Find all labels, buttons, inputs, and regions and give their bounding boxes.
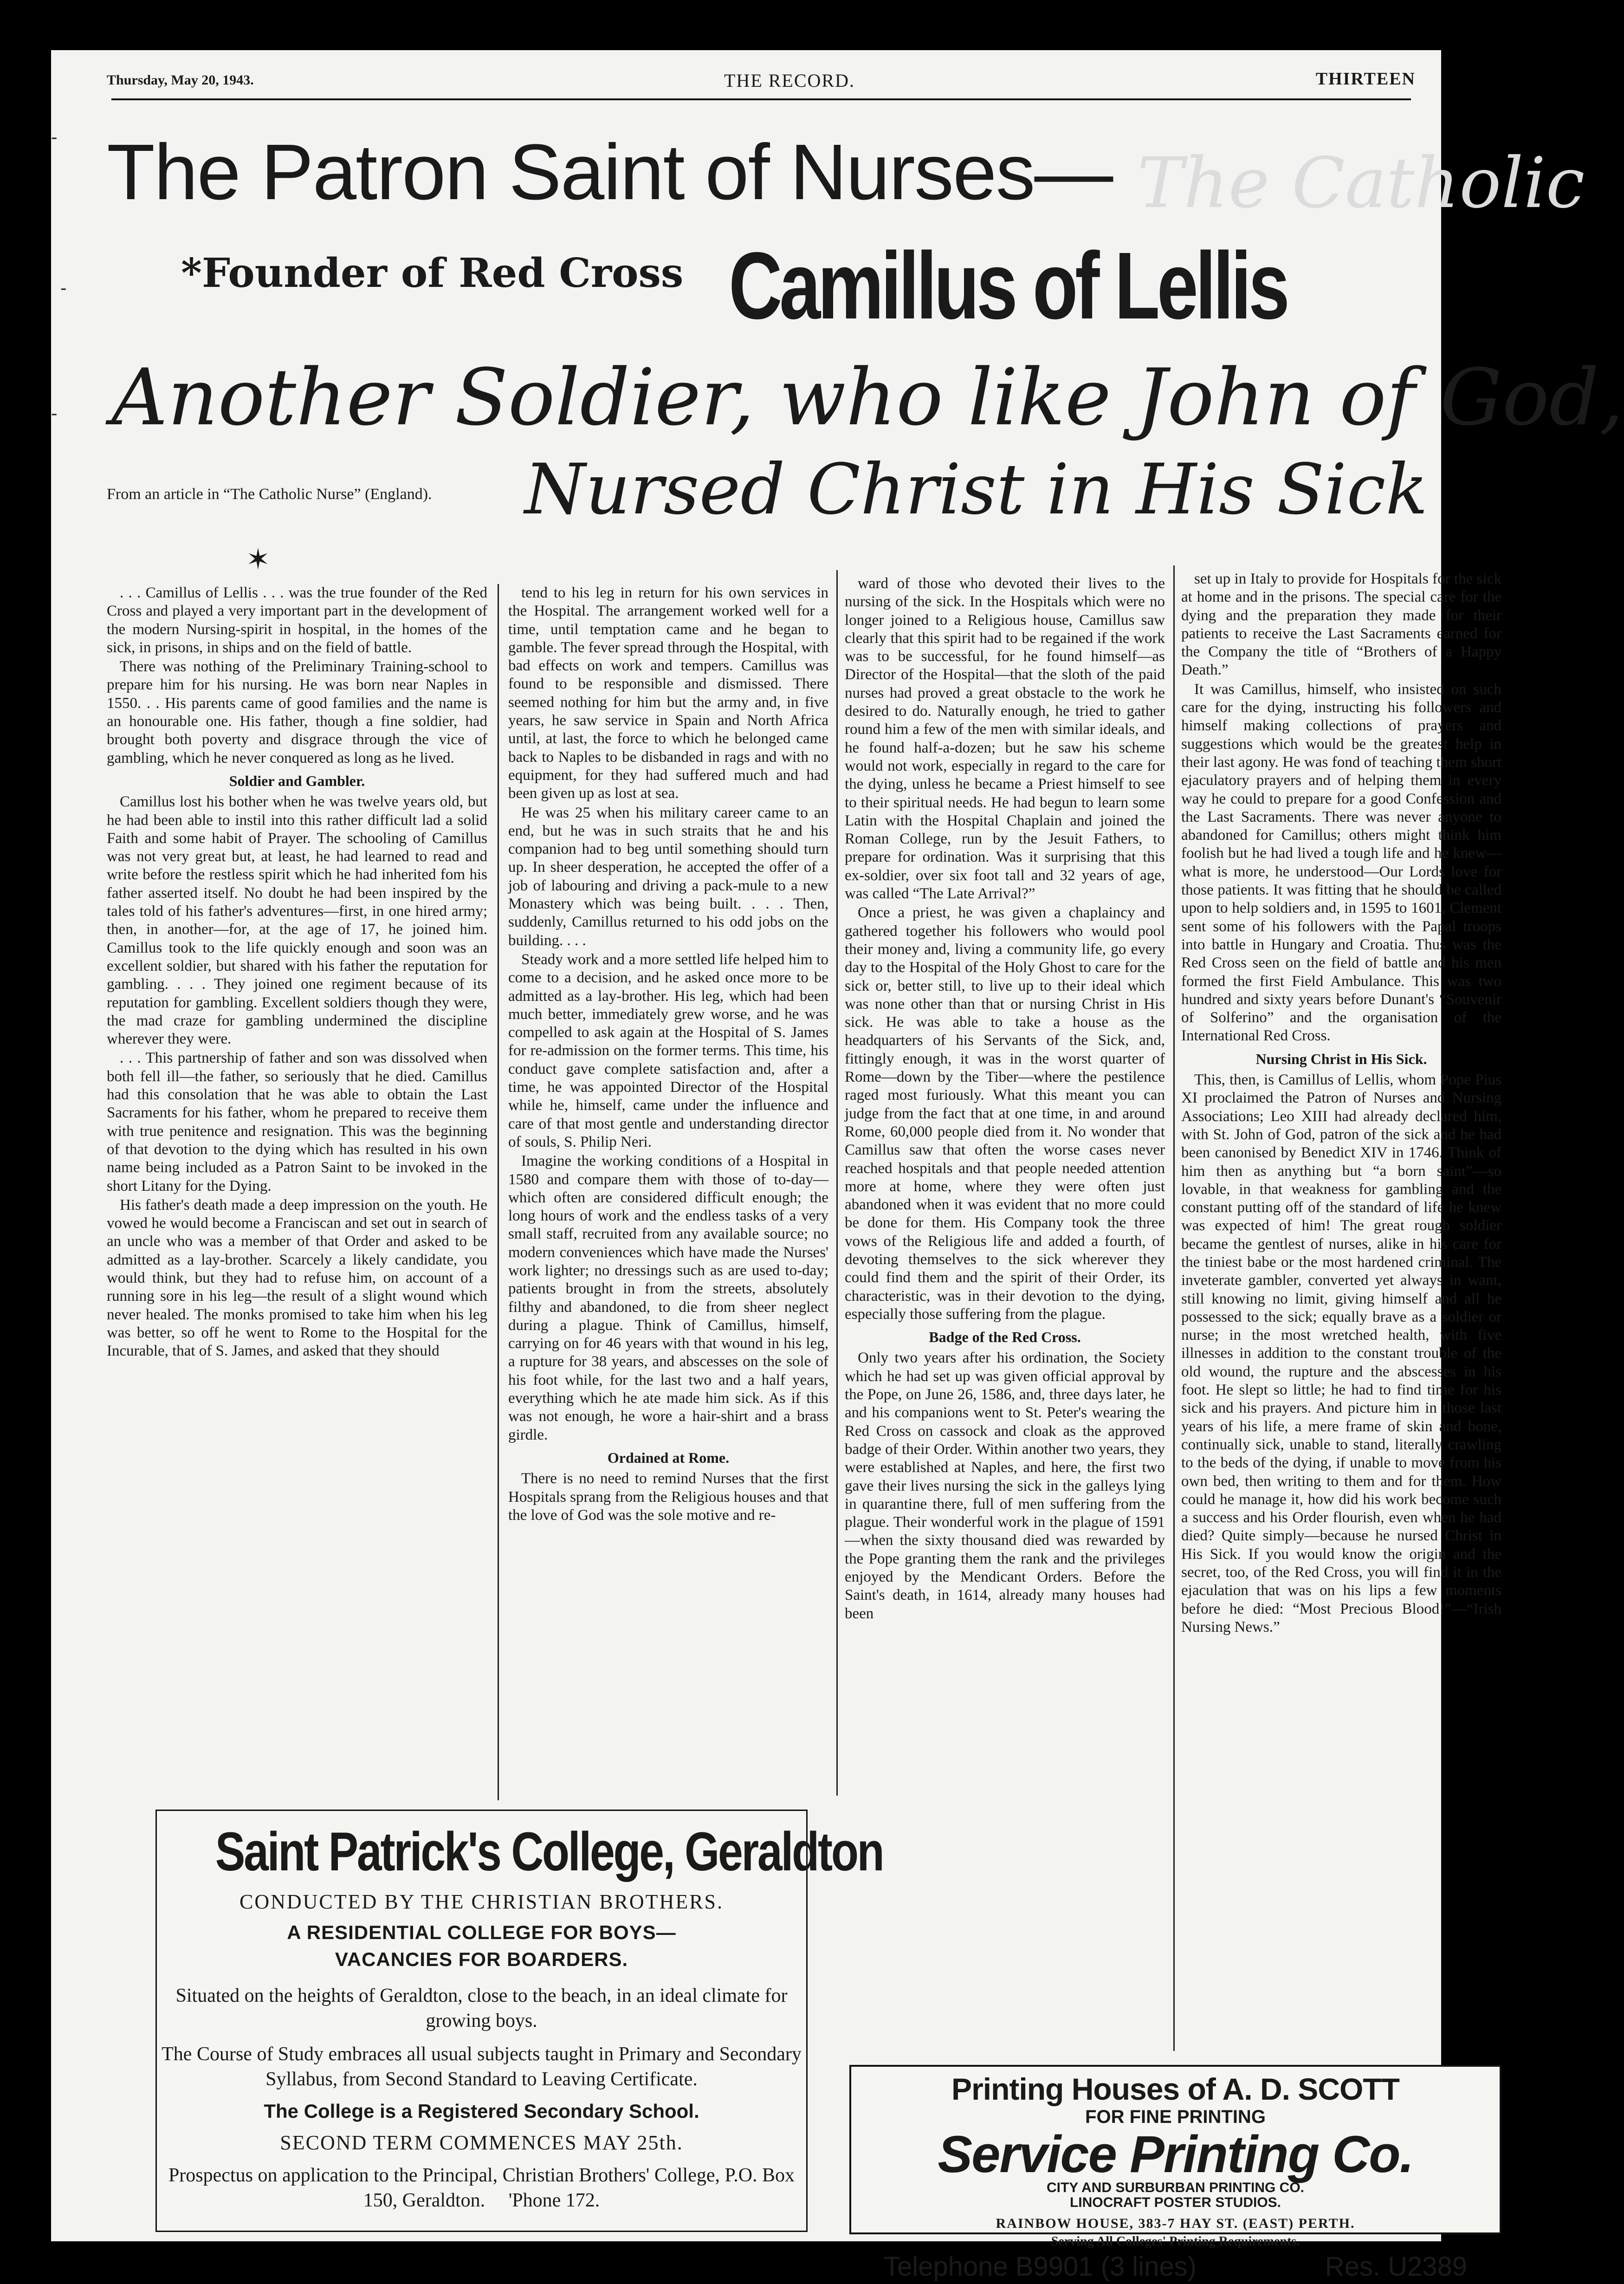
college-ad-line: A RESIDENTIAL COLLEGE FOR BOYS— bbox=[287, 1921, 676, 1943]
paragraph: . . . This partnership of father and son was dissolved when both fell ill—the father, so seriously that he died. Camillus had this consolation that he was able to obtain the Last Sacraments for his father, whom he prepared to receive them with true penitence and resignation. This was the beginning of that devotion to the dying which has resulted in his own name being included as a Patron Saint to be invoked in the short Litany for the Dying. bbox=[107, 1050, 487, 1194]
college-ad-term: SECOND TERM COMMENCES MAY 25th. bbox=[280, 2131, 683, 2154]
paragraph: His father's death made a deep impression on the youth. He vowed he would become a Franciscan and set out in search of an uncle who was a member of that Order and asked to be admitted as a lay-brother. Scarcely a likely candidate, you would think, but they had to refuse him, on account of a running sore in his leg—the result of a slight wound which never healed. The monks promised to take him when his leg was better, so off he went to Rome to the Hospital for the Incurable, that of S. James, and asked that they should bbox=[107, 1196, 487, 1360]
article-column-1 bbox=[107, 584, 487, 1796]
paragraph: Imagine the working conditions of a Hospital in 1580 and compare them with those of to-day—which often are considered difficult enough; the long hours of work and the endless tasks of a very small staff, recruited from any available source; no modern conveniences which have made the Nurses' work lighter; no dressings such as are used to-day; patients brought in from the streets, absolutely filthy and abandoned, to die from sheer neglect during a plague. Think of Camillus, himself, carrying on for 46 years with that wound in his leg, a rupture for 38 years, and abscesses on the sole of his foot while, for the last two and a half years, everything which he ate made him sick. As if this was not enough, he wore a hair-shirt and a brass girdle. bbox=[508, 1153, 828, 1443]
printing-ad-title: Printing Houses of A. D. SCOTT bbox=[951, 2072, 1399, 2106]
kicker-headline: The Patron Saint of Nurses— bbox=[107, 128, 1113, 216]
column-rule bbox=[836, 570, 838, 1796]
margin-mark: - bbox=[60, 278, 67, 299]
paragraph: Steady work and a more settled life helped him to come to a decision, and he asked once more to be admitted as a lay-brother. His leg, which had been much better, immediately grew worse, and he was compelled to ask again at the Hospital of S. James for re-admission on the former terms. This time, his conduct gave complete satisfaction and, after a time, he was appointed Director of the Hospital while he, himself, came under the influence and care of that most gentle and understanding director of souls, S. Philip Neri. bbox=[508, 951, 828, 1150]
section-heading: Ordained at Rome. bbox=[607, 1449, 730, 1466]
college-ad-conducted: CONDUCTED BY THE CHRISTIAN BROTHERS. bbox=[239, 1890, 724, 1913]
college-ad-line: Prospectus on application to the Principal, Christian Brothers' College, P.O. Box 150, Geraldton. bbox=[168, 2165, 795, 2211]
printing-ad-tagline: FOR FINE PRINTING bbox=[1085, 2107, 1266, 2127]
paragraph: Camillus lost his bother when he was twelve years old, but he had been able to instil into this rather difficult lad a solid Faith and some habit of Prayer. The schooling of Camillus was not very great but, at least, he had learned to read and write before the restless spirit which he had inherited fom his father asserted itself. No doubt he had been inspired by the tales told of his father's adventures—first, in one hired army; then, in another—for, at the age of 17, he joined him. Camillus took to the life quickly enough and soon was an excellent soldier, but shared with his father the reputation for gambling. . . . They joined one regiment because of its reputation for gambling. Excellent soldiers though they were, the mad craze for gambling undermined the discipline wherever they were. bbox=[107, 793, 487, 1048]
printing-ad-line: CITY AND SURBURBAN PRINTING CO. bbox=[1046, 2180, 1304, 2195]
college-ad-residential bbox=[157, 1919, 806, 1973]
margin-mark: - bbox=[51, 127, 58, 148]
college-ad-situation: Situated on the heights of Geraldton, close to the beach, in an ideal climate for growing boys. bbox=[175, 1985, 788, 2031]
masthead-rule bbox=[111, 98, 1411, 100]
newspaper-title: THE RECORD. bbox=[724, 70, 855, 91]
founder-subhead: *Founder of Red Cross bbox=[181, 250, 684, 297]
college-ad-registered: The College is a Registered Secondary School. bbox=[264, 2100, 699, 2122]
printing-ad-address: RAINBOW HOUSE, 383-7 HAY ST. (EAST) PERTH. bbox=[996, 2216, 1355, 2231]
paragraph: tend to his leg in return for his own services in the Hospital. The arrangement worked well for a time, until temptation came and he began to gamble. The fever spread through the Hospital, with bad effects on work and tempers. Camillus was found to be responsible and dismissed. There seemed nothing for him but the army and, in five years, he saw service in Spain and North Africa until, at last, the force to which he belonged came back to Naples to be disbanded in rags and with no equipment, for they had suffered much and had been given up as lost at sea. bbox=[508, 584, 828, 802]
deck-line-1: Another Soldier, who like John of God, bbox=[111, 352, 1624, 443]
paragraph: Only two years after his ordination, the Society which he had set up was given official approval by the Pope, on June 26, 1586, and, three days later, he and his companions went to St. Peter's wearing the Red Cross on cassock and cloak as the approved badge of their Order. Within another two years, they were established at Naples, and here, the first two gave their lives nursing the sick in the galleys lying in quarantine there, full of men suffering from the plague. Their wonderful work in the plague of 1591—when the sixty thousand died was rewarded by the Pope granting them the rank and the privileges enjoyed by the Mendicant Orders. Before the Saint's death, in 1614, already many houses had been bbox=[845, 1350, 1165, 1622]
college-ad-phone: 'Phone 172. bbox=[508, 2190, 600, 2211]
article-column-3 bbox=[845, 575, 1165, 1967]
source-note: From an article in “The Catholic Nurse” (England). bbox=[107, 486, 432, 503]
college-ad-title: Saint Patrick's College, Geraldton bbox=[215, 1821, 883, 1882]
paragraph: There is no need to remind Nurses that the first Hospitals sprang from the Religious houses and that the love of God was the sole motive and re- bbox=[508, 1470, 828, 1524]
printing-ad-company: Service Printing Co. bbox=[938, 2125, 1413, 2183]
article-column-2 bbox=[508, 584, 828, 1875]
main-headline: Camillus of Lellis bbox=[729, 233, 1287, 339]
college-ad-prospectus bbox=[157, 2163, 806, 2213]
paragraph: set up in Italy to provide for Hospitals for the sick at home and in the prisons. The special care for the dying and the preparation they made for their patients to receive the Last Sacraments earned for the Company the title of “Brothers of a Happy Death.” bbox=[1181, 571, 1501, 679]
margin-mark: - bbox=[51, 403, 58, 424]
bleed-through-text: The Catholic bbox=[1137, 143, 1585, 224]
printing-advertisement bbox=[849, 2065, 1501, 2282]
page-number: THIRTEEN bbox=[1315, 69, 1416, 89]
column-rule bbox=[1173, 565, 1175, 2051]
section-heading: Nursing Christ in His Sick. bbox=[1255, 1050, 1427, 1067]
printing-ad-service: Serving All Colleges' Printing Requirements. bbox=[1051, 2234, 1300, 2249]
printing-ad-telephone: Telephone B9901 (3 lines) bbox=[884, 2252, 1197, 2282]
paragraph: . . . Camillus of Lellis . . . was the true founder of the Red Cross and played a very important part in the development of the modern Nursing-spirit in hospital, in the homes of the sick, in prisons, in ships and on the field of battle. bbox=[107, 584, 487, 656]
paragraph: Once a priest, he was given a chaplaincy and gathered together his followers who would pool their money and, living a community life, go every day to the Hospital of the Holy Ghost to care for the sick or, better still, to live up to their ideal which was none other than that or nursing Christ in His sick. He was able to take a house as the headquarters of his Servants of the Sick, and, fittingly enough, it was in the worst quarter of Rome—down by the Tiber—where the pestilence raged most furiously. What this meant you can judge from the fact that at one time, in and around Rome, 60,000 people died from it. No wonder that Camillus saw that often the worse cases never reached hospitals and that people needed attention more at home, where they were often just abandoned when it was evident that no more could be done for them. His Company took the three vows of the Religious life and added a fourth, of devoting themselves to the sick wherever they could find them and the spirit of their Order, its characteristic, was in their devotion to the dying, especially those suffering from the plague. bbox=[845, 904, 1165, 1323]
issue-date: Thursday, May 20, 1943. bbox=[107, 72, 254, 88]
college-ad-line: VACANCIES FOR BOARDERS. bbox=[335, 1948, 628, 1970]
section-heading: Badge of the Red Cross. bbox=[929, 1329, 1081, 1346]
column-rule bbox=[498, 584, 499, 1800]
masthead bbox=[107, 59, 1416, 97]
college-ad-course: The Course of Study embraces all usual subjects taught in Primary and Secondary Syllabus, from Second Standard to Leaving Certificate. bbox=[162, 2044, 802, 2090]
printing-ad-phones bbox=[851, 2251, 1500, 2282]
paragraph: There was nothing of the Preliminary Training-school to prepare him for his nursing. He was born near Naples in 1550. . . His parents came of good families and the name is an honourable one. His father, though a fine soldier, had brought both poverty and disgrace through the vice of gambling, which he never conquered as long as he lived. bbox=[107, 658, 487, 766]
paragraph: ward of those who devoted their lives to the nursing of the sick. In the Hospitals which were no longer joined to a Religious house, Camillus saw clearly that this spirit had to be regained if the work was to be successful, for he found himself—as Director of the Hospital—that the sloth of the paid nurses had proved a great obstacle to the work he desired to do. Naturally enough, he tried to gather round him a few of the men with similar ideals, and he found half-a-dozen; but he saw his scheme would not work, especially in regard to the care for the dying, unless he became a Priest himself to see to their spiritual needs. He had begun to learn some Latin with the Hospital Chaplain and joined the Roman College, run by the Jesuit Fathers, to prepare for ordination. Was it surprising that this ex-soldier, over six foot tall and 32 years of age, was called “The Late Arrival?” bbox=[845, 575, 1165, 902]
star-icon: ✶ bbox=[246, 542, 270, 576]
section-heading: Soldier and Gambler. bbox=[229, 772, 365, 789]
paragraph: It was Camillus, himself, who insisted on such care for the dying, instructing his followers and himself making collections of prayers and suggestions which would be the greatest help in their last agony. He was fond of teaching them short ejaculatory prayers and of helping them in every way he could to prepare for a good Confession and the Last Sacraments. There was never anyone to abandoned for Camillus; others might think him foolish but he had lived a tough life and he knew—what is more, he understood—Our Lords love for those patients. It was fitting that he should be called upon to help soldiers and, in 1595 to 1601, Clement sent some of his followers with the Papal troops into battle in Hungary and Croatia. Thus was the Red Cross seen on the field of battle and his men formed the first Field Ambulance. This was two hundred and sixty years before Dunant's “Souvenir of Solferino” and the organisation of the International Red Cross. bbox=[1181, 681, 1501, 1045]
deck-line-2: Nursed Christ in His Sick bbox=[524, 449, 1428, 530]
paragraph: This, then, is Camillus of Lellis, whom Pope Pius XI proclaimed the Patron of Nurses and Nursing Associations; Leo XIII had already declared him, with St. John of God, patron of the sick and he had been canonised by Benedict XIV in 1746. Think of him then as anything but “a born saint”—so lovable, in that weakness for gambling and the constant putting off of the standard of life he knew was expected of him! The great rough soldier became the gentlest of nurses, alike in his care for the tiniest babe or the most hardened criminal. The inveterate gambler, converted yet always in want, still knowing no limit, giving himself and all he possessed to the sick; equally brave as a soldier or nurse; in the most wretched health, with five illnesses in addition to the constant trouble of the old wound, the rupture and the abscesses in his foot. He slept so little; he had to find time for his sick and his prayers. And picture him in those last years of his life, a mere frame of skin and bone, continually sick, unable to stand, literally crawling to the beds of the dying, if unable to move from his own bed, then writing to them and for them. How could he manage it, how did his work become such a success and his Order flourish, even when he had died? Quite simply—because he nursed Christ in His Sick. If you would know the origin and the secret, too, of the Red Cross, you will find it in the ejaculation that was on his lips a few moments before he died: “Most Precious Blood!”—“Irish Nursing News.” bbox=[1181, 1071, 1501, 1635]
article-column-4 bbox=[1181, 570, 1501, 2111]
paragraph: He was 25 when his military career came to an end, but he was in such straits that he and his companion had to beg until something should turn up. In sheer desperation, he accepted the offer of a job of labouring and driving a pack-mule to a new Monastery which was being built. . . . Then, suddenly, Camillus returned to his odd jobs on the building. . . . bbox=[508, 804, 828, 949]
printing-ad-residence: Res. U2389 bbox=[1325, 2252, 1467, 2282]
newspaper-page bbox=[51, 50, 1624, 2282]
printing-ad-line: LINOCRAFT POSTER STUDIOS. bbox=[1069, 2195, 1281, 2210]
college-advertisement bbox=[155, 1810, 883, 2232]
